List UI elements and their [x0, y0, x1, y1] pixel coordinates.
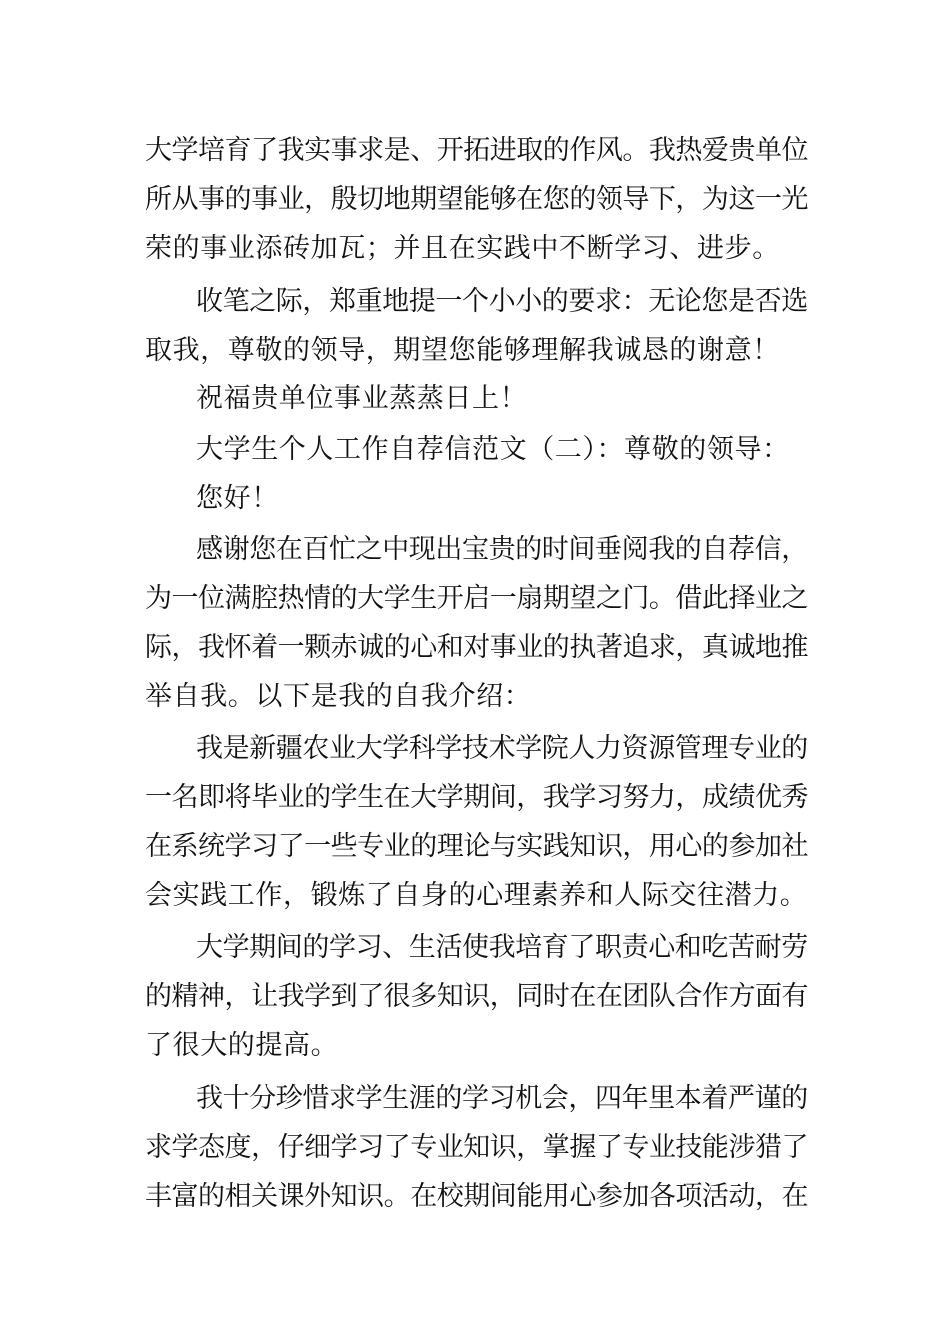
text-line: 际，我怀着一颗赤诚的心和对事业的执著追求，真诚地推	[145, 632, 808, 663]
text-line: 我十分珍惜求学生涯的学习机会，四年里本着严谨的	[196, 1083, 808, 1114]
text-line: 大学培育了我实事求是、开拓进取的作风。我热爱贵单位	[145, 135, 808, 166]
text-line: 求学态度，仔细学习了专业知识，掌握了专业技能涉猎了	[145, 1132, 808, 1163]
text-line: 的精神，让我学到了很多知识，同时在在团队合作方面有	[145, 981, 808, 1012]
text-line: 丰富的相关课外知识。在校期间能用心参加各项活动，在	[145, 1181, 808, 1212]
text-line: 您好！	[196, 483, 279, 514]
text-line: 感谢您在百忙之中现出宝贵的时间垂阅我的自荐信，	[196, 534, 808, 565]
text-line: 一名即将毕业的学生在大学期间，我学习努力，成绩优秀	[145, 782, 808, 813]
text-line: 举自我。以下是我的自我介绍：	[145, 681, 532, 712]
text-line: 了很大的提高。	[145, 1030, 339, 1061]
text-line: 所从事的事业，殷切地期望能够在您的领导下，为这一光	[145, 184, 808, 215]
text-line: 我是新疆农业大学科学技术学院人力资源管理专业的	[196, 733, 808, 764]
text-line: 祝福贵单位事业蒸蒸日上！	[196, 383, 528, 414]
text-line: 取我，尊敬的领导，期望您能够理解我诚恳的谢意！	[145, 335, 780, 366]
text-line: 大学期间的学习、生活使我培育了职责心和吃苦耐劳	[196, 932, 808, 963]
text-line: 荣的事业添砖加瓦；并且在实践中不断学习、进步。	[145, 233, 780, 264]
text-line: 会实践工作，锻炼了自身的心理素养和人际交往潜力。	[145, 880, 808, 911]
text-line: 在系统学习了一些专业的理论与实践知识，用心的参加社	[145, 831, 808, 862]
text-line: 大学生个人工作自荐信范文（二）：尊敬的领导：	[196, 434, 790, 465]
text-line: 为一位满腔热情的大学生开启一扇期望之门。借此择业之	[145, 583, 808, 614]
text-line: 收笔之际，郑重地提一个小小的要求：无论您是否选	[196, 286, 808, 317]
